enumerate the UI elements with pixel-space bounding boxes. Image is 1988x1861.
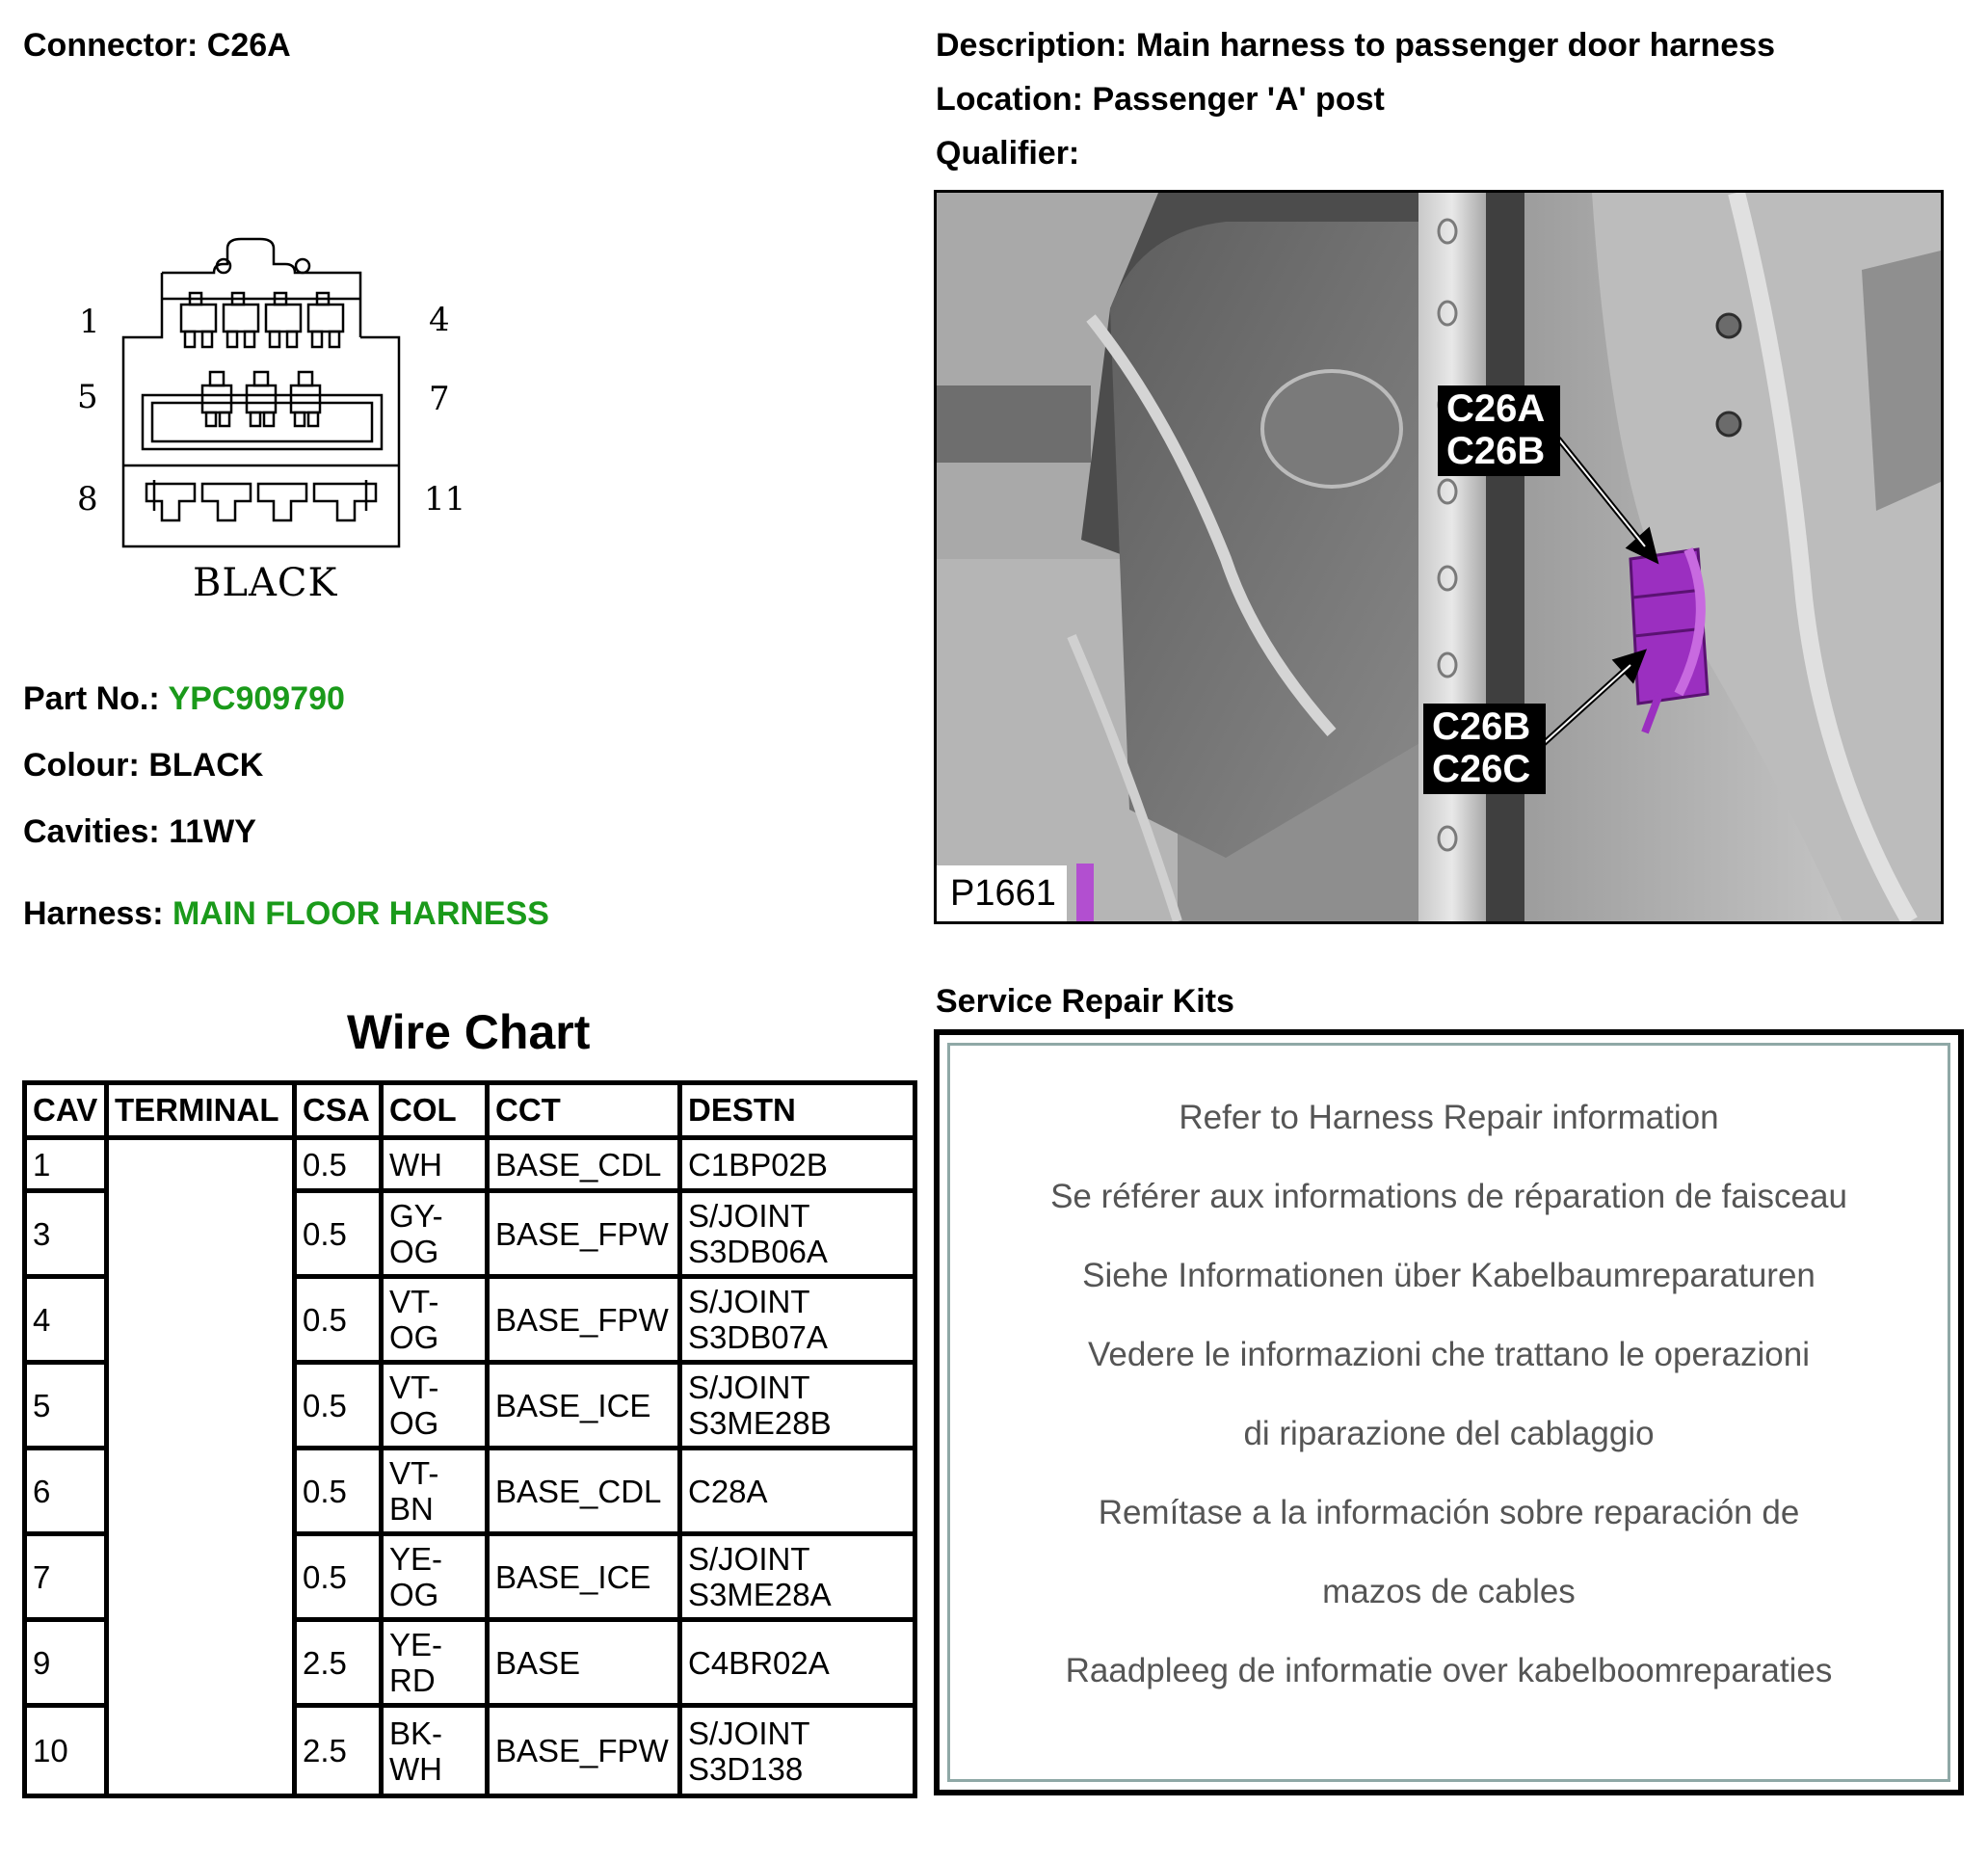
cell-terminal bbox=[109, 1622, 297, 1708]
part-no-field bbox=[23, 680, 345, 718]
kit-line-it-2: di riparazione del cablaggio bbox=[1243, 1415, 1655, 1452]
pin-label-8: 8 bbox=[77, 480, 98, 518]
cell-destn: S/JOINT S3ME28B bbox=[682, 1365, 913, 1450]
location-value: Passenger 'A' post bbox=[1092, 81, 1385, 118]
connector-value: C26A bbox=[206, 27, 291, 64]
colour-field bbox=[23, 747, 263, 784]
cell-terminal bbox=[109, 1365, 297, 1450]
cell-cav: 1 bbox=[27, 1140, 109, 1193]
kit-line-it-1: Vedere le informazioni che trattano le operazioni bbox=[1087, 1336, 1811, 1373]
cell-cav: 10 bbox=[27, 1708, 109, 1794]
table-row bbox=[27, 1536, 913, 1622]
cell-csa: 0.5 bbox=[297, 1279, 384, 1365]
header-terminal: TERMINAL bbox=[109, 1085, 297, 1140]
cell-cct: BASE_FPW bbox=[490, 1279, 682, 1365]
table-row bbox=[27, 1450, 913, 1536]
cell-destn: S/JOINT S3D138 bbox=[688, 1715, 810, 1787]
cavities-field bbox=[23, 813, 256, 851]
harness-field bbox=[23, 895, 549, 933]
header-cav: CAV bbox=[27, 1085, 109, 1140]
cell-terminal bbox=[109, 1450, 297, 1536]
cell-destn: S/JOINT S3DB06A bbox=[682, 1193, 913, 1279]
cell-cav: 9 bbox=[27, 1622, 109, 1708]
table-row bbox=[27, 1279, 913, 1365]
cell-col: YE- RD bbox=[384, 1622, 490, 1708]
wire-chart-table bbox=[22, 1080, 917, 1798]
kit-line-es-1: Remítase a la información sobre reparación de bbox=[1098, 1494, 1800, 1531]
pin-label-4: 4 bbox=[429, 301, 450, 339]
cell-cct: BASE_FPW bbox=[490, 1708, 682, 1794]
cell-cav: 7 bbox=[27, 1536, 109, 1622]
cell-destn: C28A bbox=[682, 1450, 913, 1536]
cell-col: VT- OG bbox=[384, 1365, 490, 1450]
cell-cav: 4 bbox=[27, 1279, 109, 1365]
cell-terminal bbox=[109, 1140, 297, 1193]
cell-destn: S/JOINT S3DB07A bbox=[682, 1279, 913, 1365]
qualifier-label: Qualifier: bbox=[936, 135, 1080, 172]
service-kits-inner-frame bbox=[947, 1043, 1950, 1782]
location-photo bbox=[934, 190, 1944, 924]
cell-cav: 6 bbox=[27, 1450, 109, 1536]
header-col: COL bbox=[384, 1085, 490, 1140]
wire-chart-header-row bbox=[27, 1085, 913, 1140]
table-row bbox=[27, 1365, 913, 1450]
connector-diagram bbox=[58, 231, 501, 617]
cavities-value: 11WY bbox=[169, 813, 256, 850]
callout-top bbox=[1446, 387, 1545, 472]
cell-col: GY- OG bbox=[384, 1193, 490, 1279]
cell-terminal bbox=[109, 1708, 297, 1794]
table-row bbox=[27, 1193, 913, 1279]
photo-ref: P1661 bbox=[950, 873, 1056, 914]
colour-label: Colour: bbox=[23, 747, 140, 784]
cell-destn: C4BR02A bbox=[682, 1622, 913, 1708]
kit-line-fr: Se référer aux informations de réparation de faisceau bbox=[1050, 1178, 1847, 1215]
cavities-label: Cavities: bbox=[23, 813, 160, 850]
cell-destn: C1BP02B bbox=[682, 1140, 913, 1193]
cell-col: WH bbox=[384, 1140, 490, 1193]
callout-top-line2: C26B bbox=[1446, 430, 1546, 472]
colour-value: BLACK bbox=[148, 747, 264, 784]
harness-label: Harness: bbox=[23, 895, 164, 932]
description-value: Main harness to passenger door harness bbox=[1135, 27, 1776, 64]
callout-top-line1: C26A bbox=[1446, 387, 1546, 430]
table-row bbox=[27, 1708, 913, 1794]
cell-terminal bbox=[109, 1536, 297, 1622]
callout-bottom bbox=[1432, 705, 1530, 790]
cell-csa: 2.5 bbox=[297, 1708, 384, 1794]
cell-terminal bbox=[109, 1193, 297, 1279]
table-row bbox=[27, 1622, 913, 1708]
cell-col: VT- OG bbox=[384, 1279, 490, 1365]
description-field bbox=[936, 27, 1775, 65]
part-no-label: Part No.: bbox=[23, 680, 160, 717]
description-label: Description: bbox=[936, 27, 1127, 64]
kit-line-es-2: mazos de cables bbox=[1322, 1573, 1576, 1610]
cell-col: YE- OG bbox=[384, 1536, 490, 1622]
cell-csa: 0.5 bbox=[297, 1450, 384, 1536]
cell-terminal bbox=[109, 1279, 297, 1365]
connector-field bbox=[23, 27, 291, 65]
cell-cct: BASE_ICE bbox=[490, 1365, 682, 1450]
part-no-value: YPC909790 bbox=[168, 680, 345, 717]
cell-csa: 0.5 bbox=[297, 1193, 384, 1279]
cell-col: BK- WH bbox=[384, 1708, 490, 1794]
location-illustration bbox=[937, 193, 1941, 921]
connector-label: Connector: bbox=[23, 27, 199, 64]
kit-line-de: Siehe Informationen über Kabelbaumreparaturen bbox=[1082, 1257, 1816, 1294]
header-cct: CCT bbox=[490, 1085, 682, 1140]
connector-colour-label: BLACK bbox=[193, 561, 338, 605]
table-row bbox=[27, 1140, 913, 1193]
pin-label-7: 7 bbox=[429, 380, 450, 418]
qualifier-field bbox=[936, 135, 1079, 173]
header-destn: DESTN bbox=[682, 1085, 913, 1140]
pin-label-11: 11 bbox=[424, 480, 466, 518]
callout-bottom-line2: C26C bbox=[1432, 748, 1531, 790]
cell-csa: 2.5 bbox=[297, 1622, 384, 1708]
cell-cav: 3 bbox=[27, 1193, 109, 1279]
service-kits-title: Service Repair Kits bbox=[936, 983, 1234, 1020]
cell-cct: BASE_ICE bbox=[490, 1536, 682, 1622]
header-csa: CSA bbox=[297, 1085, 384, 1140]
service-kits-box bbox=[934, 1029, 1964, 1795]
harness-value: MAIN FLOOR HARNESS bbox=[172, 895, 549, 932]
cell-destn: S/JOINT S3ME28A bbox=[682, 1536, 913, 1622]
location-field bbox=[936, 81, 1385, 119]
cell-cct: BASE_FPW bbox=[490, 1193, 682, 1279]
connector-face-drawing bbox=[58, 231, 501, 617]
cell-cct: BASE_CDL bbox=[490, 1450, 682, 1536]
cell-cav: 5 bbox=[27, 1365, 109, 1450]
cell-cct: BASE_CDL bbox=[490, 1140, 682, 1193]
location-label: Location: bbox=[936, 81, 1083, 118]
kit-line-nl: Raadpleeg de informatie over kabelboomreparaties bbox=[1065, 1652, 1833, 1689]
cell-csa: 0.5 bbox=[297, 1365, 384, 1450]
cell-col: VT- BN bbox=[384, 1450, 490, 1536]
cell-csa: 0.5 bbox=[297, 1536, 384, 1622]
callout-bottom-line1: C26B bbox=[1432, 705, 1531, 748]
cell-cct: BASE bbox=[490, 1622, 682, 1708]
wire-chart-title: Wire Chart bbox=[347, 1005, 591, 1059]
pin-label-5: 5 bbox=[77, 378, 98, 416]
cell-csa: 0.5 bbox=[297, 1140, 384, 1193]
pin-label-1: 1 bbox=[79, 303, 100, 341]
kit-line-en: Refer to Harness Repair information bbox=[1179, 1099, 1719, 1136]
